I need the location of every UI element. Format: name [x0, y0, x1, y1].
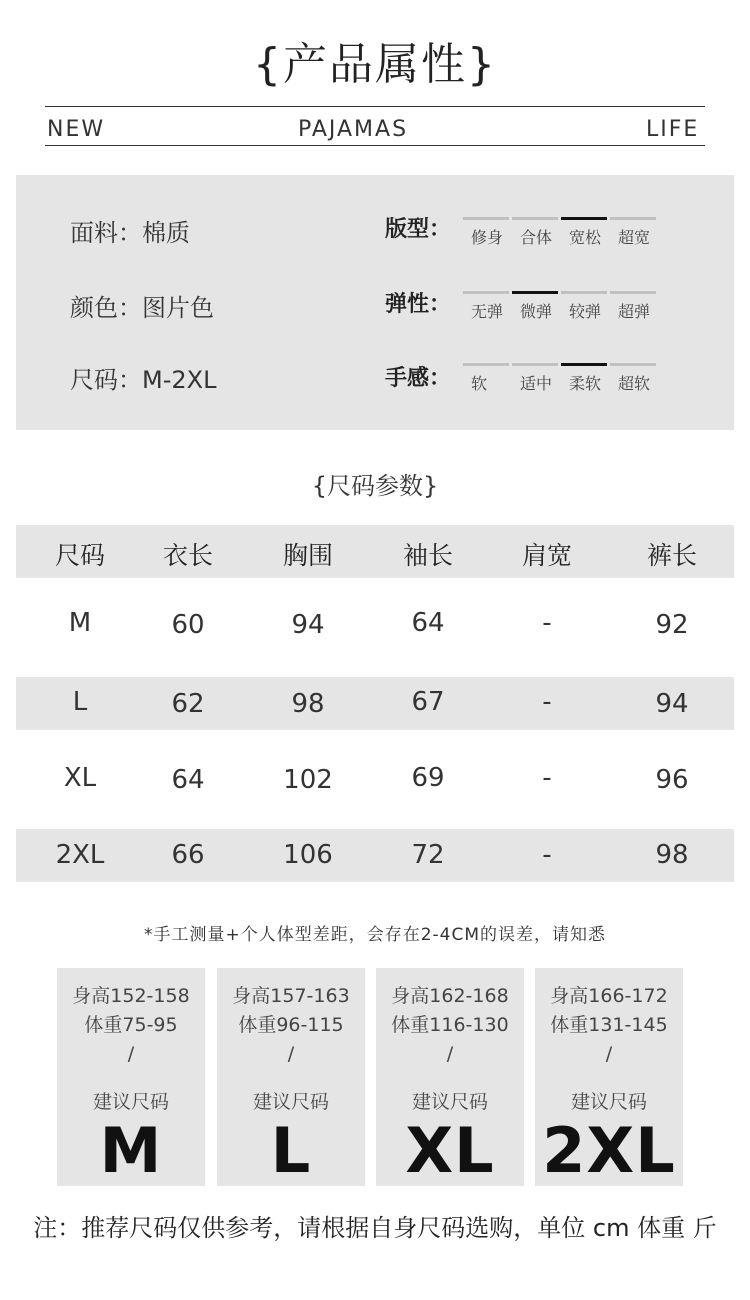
hand-feel-option-selected: 柔软 [561, 363, 607, 403]
elasticity-option-selected: 微弹 [512, 291, 558, 331]
hand-feel-option: 超软 [610, 363, 656, 403]
recommend-card-m [57, 968, 205, 1186]
elasticity-scale [463, 291, 656, 331]
recommend-card-l [217, 968, 365, 1186]
banner-top-rule [45, 106, 705, 107]
card-height: 身高162-168 [391, 985, 509, 1007]
header-shoulder: 肩宽 [521, 541, 572, 570]
banner-word-pajamas: PAJAMAS [298, 117, 409, 142]
elasticity-label: 弹性： [385, 292, 452, 317]
scale-bar [610, 291, 656, 294]
color-attribute: 颜色：图片色 [70, 294, 214, 322]
fit-option: 超宽 [610, 217, 656, 257]
card-slash: / [127, 1043, 135, 1065]
card-height: 身高152-158 [72, 985, 190, 1007]
card-weight: 体重116-130 [391, 1014, 509, 1036]
hand-feel-scale [463, 363, 656, 403]
scale-bar [561, 291, 607, 294]
hand-feel-label: 手感： [385, 366, 452, 391]
table-row: L 62 98 67 - 94 [16, 677, 734, 730]
fabric-attribute: 面料：棉质 [70, 219, 190, 247]
card-weight: 体重96-115 [238, 1014, 344, 1036]
table-row: XL 64 102 69 - 96 [63, 763, 689, 795]
card-recommend-label: 建议尺码 [252, 1091, 329, 1113]
card-height: 身高157-163 [232, 985, 350, 1007]
scale-bar [512, 363, 558, 366]
banner-word-life: LIFE [646, 117, 700, 142]
hand-feel-option: 适中 [512, 363, 558, 403]
header-length: 衣长 [162, 541, 213, 570]
scale-bar [463, 291, 509, 294]
card-height: 身高166-172 [550, 985, 668, 1007]
header-chest: 胸围 [282, 541, 333, 570]
table-row: 2XL 66 106 72 - 98 [16, 829, 734, 882]
elasticity-option: 无弹 [463, 291, 509, 331]
card-size: XL [405, 1114, 495, 1187]
fit-option: 修身 [463, 217, 509, 257]
hand-feel-option: 软 [463, 363, 509, 403]
recommend-card-2xl [535, 968, 683, 1186]
fit-label: 版型： [385, 217, 452, 242]
scale-bar [463, 363, 509, 366]
scale-bar [561, 217, 607, 220]
header-size: 尺码 [54, 541, 105, 570]
fit-option-selected: 宽松 [561, 217, 607, 257]
card-size: M [99, 1114, 163, 1187]
card-size: L [270, 1114, 312, 1187]
footer-note: 注：推荐尺码仅供参考，请根据自身尺码选购，单位 cm 体重 斤 [33, 1214, 717, 1242]
size-table-header [16, 525, 734, 578]
card-recommend-label: 建议尺码 [411, 1091, 488, 1113]
card-size: 2XL [542, 1114, 676, 1187]
elasticity-option: 较弹 [561, 291, 607, 331]
scale-bar [561, 363, 607, 366]
elasticity-option: 超弹 [610, 291, 656, 331]
size-table-title: {尺码参数} [311, 472, 439, 500]
table-row: M 60 94 64 - 92 [68, 608, 689, 640]
scale-bar [610, 217, 656, 220]
page-title: {产品属性} [253, 39, 497, 90]
fit-scale [463, 217, 656, 257]
measurement-note: *手工测量+个人体型差距，会存在2-4CM的误差，请知悉 [143, 925, 607, 945]
scale-bar [610, 363, 656, 366]
banner-bottom-rule [45, 145, 705, 146]
size-range-attribute: 尺码：M-2XL [70, 366, 217, 394]
header-pants-length: 裤长 [646, 541, 697, 570]
card-recommend-label: 建议尺码 [570, 1091, 647, 1113]
card-weight: 体重131-145 [550, 1014, 668, 1036]
fit-option: 合体 [512, 217, 558, 257]
recommend-card-xl [376, 968, 524, 1186]
card-slash: / [605, 1043, 613, 1065]
card-slash: / [446, 1043, 454, 1065]
scale-bar [512, 291, 558, 294]
banner-word-new: NEW [47, 117, 106, 142]
card-slash: / [287, 1043, 295, 1065]
scale-bar [463, 217, 509, 220]
scale-bar [512, 217, 558, 220]
header-sleeve: 袖长 [402, 541, 453, 570]
card-weight: 体重75-95 [84, 1014, 178, 1036]
card-recommend-label: 建议尺码 [92, 1091, 169, 1113]
